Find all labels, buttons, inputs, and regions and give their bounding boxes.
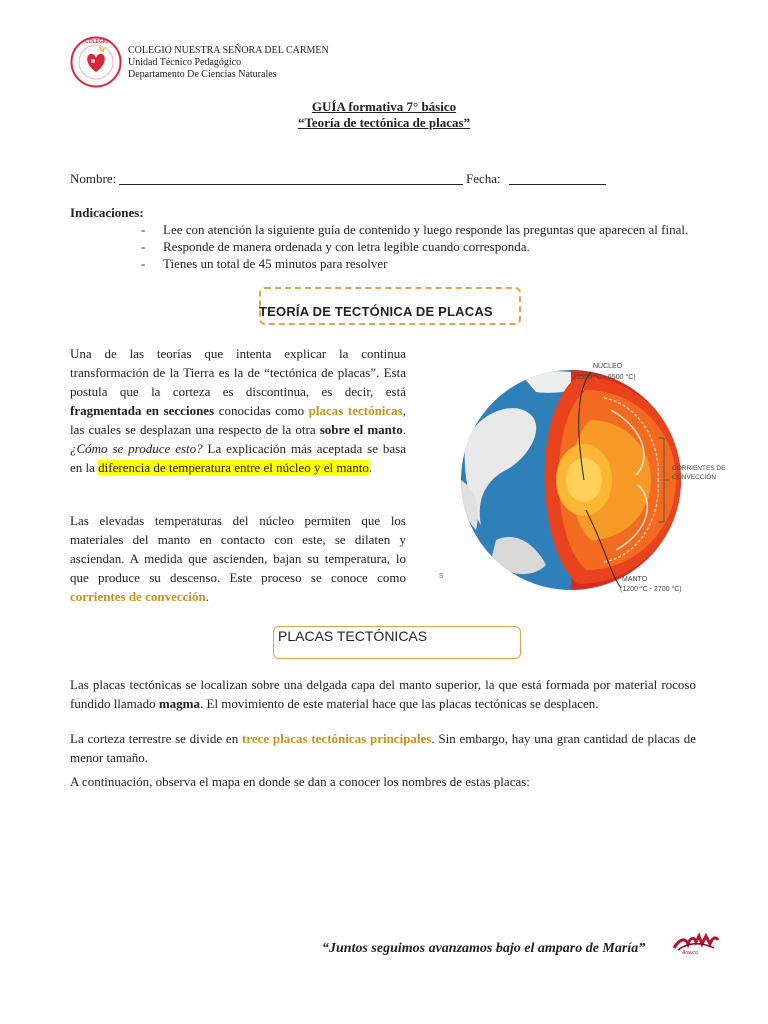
text-run: . — [205, 589, 209, 604]
bold-term: fragmentada en secciones — [70, 403, 215, 418]
manto-label: MANTO — [622, 576, 648, 583]
text-run: . — [402, 422, 406, 437]
nucleo-label: NÚCLEO — [593, 363, 623, 370]
school-name: COLEGIO NUESTRA SEÑORA DEL CARMEN — [128, 45, 329, 56]
key-term: placas tectónicas — [308, 403, 403, 418]
corrientes-label-line2: CONVECCIÓN — [672, 474, 717, 481]
section1-heading: TEORÍA DE TECTÓNICA DE PLACAS — [259, 304, 493, 319]
footer-motto: “Juntos seguimos avanzamos bajo el amparo de María” — [322, 941, 646, 956]
bold-term: magma — [158, 696, 200, 711]
section2-paragraph2 — [70, 729, 696, 767]
name-label: Nombre: — [70, 171, 117, 186]
text-run: La explicación más aceptada se basa en la — [70, 441, 406, 475]
manto-temp: (1200 °C - 2700 °C) — [620, 586, 682, 593]
section2-paragraph3: A continuación, observa el mapa en donde se dan a conocer los nombres de estas placas: — [70, 774, 530, 789]
section1-paragraph2 — [70, 511, 406, 606]
earth-layers-figure — [436, 350, 726, 600]
text-run: , las cuales se desplazan una respecto de la otra — [70, 403, 406, 437]
guide-title-line2: “Teoría de tectónica de placas” — [297, 115, 471, 130]
italic-question: ¿Cómo se produce esto? — [70, 441, 203, 456]
instruction-item: - Tienes un total de 45 minutos para resolver — [141, 256, 388, 271]
date-label: Fecha: — [466, 171, 501, 186]
text-run: Las placas tectónicas se localizan sobre una delgada capa del manto superior, la que está formada por material rocoso fundido llamado — [70, 677, 696, 711]
section1-paragraph1 — [70, 344, 406, 477]
corrientes-label-line1: CORRIENTES DE — [672, 465, 726, 472]
unit-name: Unidad Técnico Pedagógico — [128, 57, 242, 68]
text-run: . El movimiento de este material hace que las placas tectónicas se desplacen. — [200, 696, 599, 711]
instruction-text: Lee con atención la siguiente guía de contenido y luego responde las preguntas que aparecen al final. — [163, 222, 689, 237]
department-name: Departamento De Ciencias Naturales — [128, 69, 277, 80]
guide-title-line1: GUÍA formativa 7° básico — [311, 99, 457, 114]
school-logo — [70, 36, 122, 88]
highlighted-text: diferencia de temperatura entre el núcleo y el manto — [98, 460, 369, 475]
instructions-heading: Indicaciones: — [70, 205, 144, 220]
key-term: trece placas tectónicas principales — [241, 731, 432, 746]
corrientes-label — [672, 464, 725, 482]
footer-logo — [672, 932, 720, 958]
name-field[interactable] — [119, 170, 463, 185]
guide-title — [0, 99, 768, 131]
text-run: La corteza terrestre se divide en — [70, 731, 242, 746]
key-term: corrientes de convección — [70, 589, 206, 604]
bold-term: sobre el manto — [319, 422, 403, 437]
text-run: . Sin embargo, hay una gran cantidad de placas de menor tamaño. — [70, 731, 696, 765]
text-run: Una de las teorías que intenta explicar la continua transformación de la Tierra es la de “tectónica de placas”. Esta postula que la corteza es discontinua, es decir, está — [70, 346, 406, 399]
footer-logo-caption: Arauco — [682, 950, 698, 956]
nucleo-temp: (3500 °C - 6500 °C) — [574, 374, 636, 381]
svg-text:s: s — [439, 570, 444, 580]
text-run: . — [368, 460, 373, 475]
instruction-item: - Responde de manera ordenada y con letra legible cuando corresponda. — [141, 239, 530, 254]
logo-text-top: COLEGIO — [85, 39, 109, 45]
instruction-item: - Lee con atención la siguiente guía de contenido y luego responde las preguntas que aparecen al final. — [141, 222, 689, 237]
section2-paragraph1 — [70, 675, 696, 713]
section2-heading: PLACAS TECTÓNICAS — [278, 628, 428, 644]
instruction-text: Responde de manera ordenada y con letra legible cuando corresponda. — [163, 239, 530, 254]
date-field[interactable] — [509, 170, 606, 185]
text-run: Las elevadas temperaturas del núcleo permiten que los materiales del manto en contacto con este, se dilaten y asciendan. A medida que ascienden, bajan su temperatura, lo que produce su descenso. Este proceso se conoce como — [70, 513, 406, 585]
text-run: conocidas como — [214, 403, 309, 418]
instruction-text: Tienes un total de 45 minutos para resolver — [163, 256, 388, 271]
